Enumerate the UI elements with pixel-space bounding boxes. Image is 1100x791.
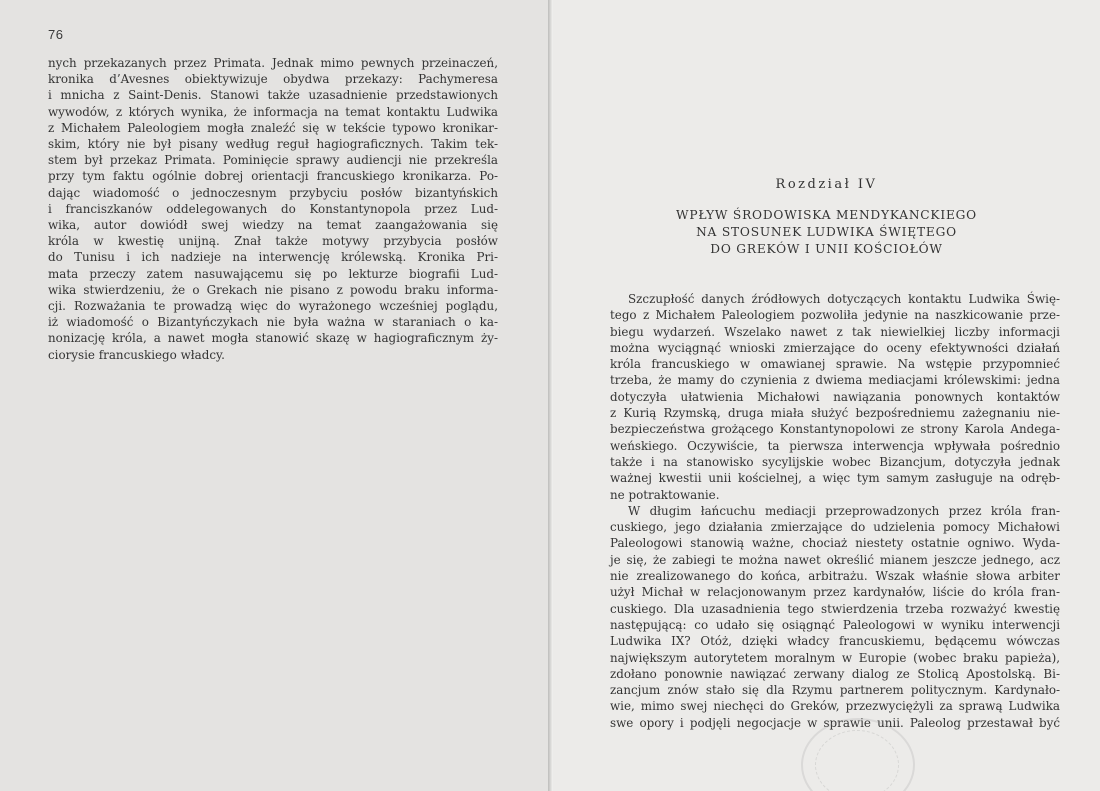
text-line: przy tym faktu ogólnie dobrej orientacji francuskiego kronikarza. Po-: [48, 169, 498, 184]
left-page-text: [48, 55, 498, 363]
right-page: [553, 0, 1100, 791]
chapter-title-line: NA STOSUNEK LUDWIKA ŚWIĘTEGO: [696, 225, 957, 239]
text-line: następującą: co udało się osiągnąć Paleologowi w wyniku interwencji: [610, 617, 1060, 632]
text-line: użył Michał w relacjonowanym przez kardynałów, liście do króla fran-: [610, 585, 1060, 600]
text-line: weńskiego. Oczywiście, ta pierwsza interwencja wpływała pośrednio: [610, 438, 1060, 453]
text-line: tego z Michałem Paleologiem pozwoliła jedynie na naszkicowanie prze-: [610, 308, 1060, 323]
text-line: swe opory i podjęli negocjacje w sprawie unii. Paleolog przestawał być: [610, 715, 1060, 730]
chapter-title: [553, 207, 1100, 258]
text-line: wika, autor dowiódł swej wiedzy na temat zaangażowania się: [48, 218, 498, 233]
text-line: z Michałem Paleologiem mogła znaleźć się w tekście typowo kronikar-: [48, 120, 498, 135]
text-line: i mnicha z Saint-Denis. Stanowi także uzasadnienie przedstawionych: [48, 88, 498, 103]
text-line: stem był przekaz Primata. Pominięcie sprawy audiencji nie przekreśla: [48, 153, 498, 168]
chapter-label: Rozdział IV: [775, 177, 878, 192]
text-line: Ludwika IX? Otóż, dzięki władcy francuskiemu, będącemu wówczas: [610, 634, 1060, 649]
text-line: iż wiadomość o Bizantyńczykach nie była ważna w staraniach o ka-: [48, 315, 498, 330]
text-line: można wyciągnąć wnioski zmierzające do oceny efektywności działań: [610, 340, 1060, 355]
text-line: cji. Rozważania te prowadzą więc do wyrażonego wcześniej poglądu,: [48, 299, 498, 314]
text-line: króla w kwestię unijną. Znał także motywy przybycia posłów: [48, 234, 498, 249]
text-line: mata przeczy zatem nasuwającemu się po lekturze biografii Lud-: [48, 266, 498, 281]
text-line: nie zrealizowanego do końca, arbitrażu. Wszak właśnie słowa arbiter: [610, 569, 1060, 584]
text-line: Szczupłość danych źródłowych dotyczących kontaktu Ludwika Świę-: [628, 292, 1060, 306]
left-page: [0, 0, 548, 791]
text-line: wywodów, z których wynika, że informacja na temat kontaktu Ludwika: [48, 104, 498, 119]
text-line: bezpieczeństwa grożącego Konstantynopolowi ze strony Karola Andega-: [610, 422, 1060, 437]
text-line: dając wiadomość o jednoczesnym przybyciu posłów bizantyńskich: [48, 185, 498, 200]
text-line: i franciszkanów oddelegowanych do Konstantynopola przez Lud-: [48, 201, 498, 216]
text-line: W długim łańcuchu mediacji przeprowadzonych przez króla fran-: [628, 503, 1060, 518]
text-line: kronika d’Avesnes obiektywizuje obydwa przekazy: Pachymeresa: [48, 72, 498, 87]
text-line: trzeba, że mamy do czynienia z dwiema mediacjami królewskimi: jedna: [610, 373, 1060, 388]
text-line: nonizację króla, a nawet mogła stanowić skazę w hagiograficznym ży-: [48, 331, 498, 346]
text-line: największym autorytetem moralnym w Europie (wobec braku papieża),: [610, 650, 1060, 665]
text-line: cuskiego, jego działania zmierzające do udzielenia pomocy Michałowi: [610, 520, 1060, 535]
text-line: także i na stanowisko sycylijskie wobec Bizancjum, dotyczyła jednak: [610, 454, 1060, 469]
text-line: z Kurią Rzymską, druga miała służyć bezpośredniemu zażegnaniu nie-: [610, 406, 1060, 421]
text-line: wika stwierdzeniu, że o Grekach nie pisano z powodu braku informa-: [48, 282, 498, 297]
text-line: je się, że zabiegi te można nawet określić mianem jeszcze jednego, acz: [610, 552, 1060, 567]
text-line: ne potraktowanie.: [610, 487, 720, 502]
library-stamp-inner-ring: [815, 730, 899, 791]
text-line: nych przekazanych przez Primata. Jednak mimo pewnych przeinaczeń,: [48, 56, 498, 70]
text-line: ważnej kwestii unii kościelnej, a więc tym samym zasługuje na odręb-: [610, 471, 1060, 486]
chapter-title-line: DO GREKÓW I UNII KOŚCIOŁÓW: [710, 242, 943, 256]
text-line: dotyczyła ułatwienia Michałowi nawiązania ponownych kontaktów: [610, 389, 1060, 404]
text-line: króla francuskiego w omawianej sprawie. Na wstępie przypomnieć: [610, 357, 1060, 372]
text-line: ciorysie francuskiego władcy.: [48, 347, 225, 362]
text-line: zdołano ponownie nawiązać zerwany dialog ze Stolicą Apostolską. Bi-: [610, 666, 1060, 681]
chapter-title-line: WPŁYW ŚRODOWISKA MENDYKANCKIEGO: [676, 208, 977, 222]
text-line: biegu wydarzeń. Wszelako nawet z tak niewielkiej liczby informacji: [610, 324, 1060, 339]
text-line: zancjum znów stało się dla Rzymu partnerem politycznym. Kardynało-: [610, 683, 1060, 698]
text-line: do Tunisu i ich nadzieje na interwencję królewską. Kronika Pri-: [48, 250, 498, 265]
text-line: skim, który nie był pisany według reguł hagiograficznych. Takim tek-: [48, 137, 498, 152]
page-number: 76: [48, 27, 64, 42]
text-line: Paleologowi stanowią ważne, chociaż niestety ostatnie ogniwo. Wyda-: [610, 536, 1060, 551]
text-line: wie, mimo swej niechęci do Greków, przezwyciężyli za sprawą Ludwika: [610, 699, 1060, 714]
right-page-text: [610, 291, 1060, 731]
text-line: cuskiego. Dla uzasadnienia tego stwierdzenia trzeba rozważyć kwestię: [610, 601, 1060, 616]
